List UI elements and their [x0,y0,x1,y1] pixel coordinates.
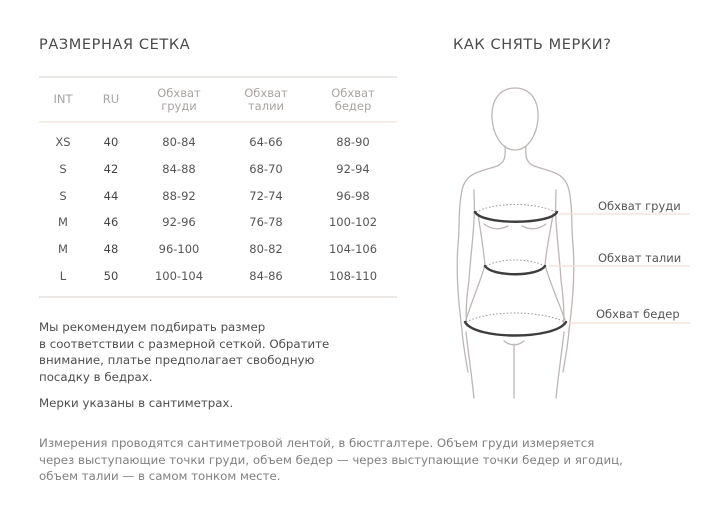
hips-back-dotted [466,313,565,322]
footnote-line: Измерения проводятся сантиметровой лентой, в бюстгалтере. Объем груди измеряется [39,436,595,450]
recommendation-line: посадку в бедрах. [39,369,153,384]
right-leg [556,332,564,398]
cell-waist: 76-78 [249,215,283,230]
measuring-footnote [39,435,699,485]
right-shoulder-arm-outline [526,146,574,372]
waist-label: Обхват талии [598,251,682,265]
cell-chest: 80-84 [162,135,196,150]
body-measurement-figure [440,75,712,405]
chest-tape [475,212,557,222]
table-row [39,236,397,263]
cell-int: XS [55,135,71,150]
left-torso [466,214,485,320]
table-row [39,156,397,183]
cell-int: S [59,188,67,203]
crotch-line [504,341,524,398]
cell-hips: 92-94 [336,162,370,177]
waist-back-dotted [486,260,545,266]
cell-waist: 84-86 [249,268,283,283]
header-int [39,78,87,121]
right-torso [545,214,565,320]
footnote-line: объем талии — в самом тонком месте. [39,469,281,483]
table-bottom-divider [39,296,397,298]
size-chart-title: РАЗМЕРНАЯ СЕТКА [39,37,191,53]
cell-hips: 100-102 [328,215,378,230]
cell-ru: 42 [103,162,119,177]
table-row [39,262,397,289]
header-waist-line1: Обхват [244,85,288,100]
header-hips [309,78,397,121]
cell-chest: 92-96 [162,215,196,230]
cell-ru: 40 [103,135,119,150]
cell-hips: 104-106 [328,242,378,257]
recommendation-line: в соответствии с размерной сеткой. Обратите [39,336,330,351]
header-chest-line1: Обхват [157,85,201,100]
cell-chest: 100-104 [154,268,204,283]
header-hips-line2: бедер [334,98,372,113]
table-header-row [39,78,397,121]
size-table [39,78,397,289]
header-waist-line2: талии [247,98,285,113]
cell-ru: 50 [103,268,119,283]
table-row [39,129,397,156]
hips-tape [465,322,566,336]
footnote-line: через выступающие точки груди, объем бедер — через выступающие точки бедер и ягодиц, [39,452,623,467]
cell-chest: 96-100 [158,242,200,257]
cell-chest: 84-88 [162,162,196,177]
hips-label: Обхват бедер [596,307,680,321]
cell-int: L [59,268,67,283]
cell-ru: 44 [103,188,119,203]
header-hips-line1: Обхват [331,85,375,100]
head-outline [492,88,538,150]
table-row [39,209,397,236]
cell-waist: 72-74 [249,188,283,203]
header-waist [223,78,309,121]
cell-int: S [59,162,67,177]
cell-hips: 96-98 [336,188,370,203]
spacer [39,121,397,129]
cell-chest: 88-92 [162,188,196,203]
chest-back-dotted [476,205,556,213]
header-chest-line2: груди [161,98,197,113]
header-int-label: INT [53,92,73,106]
recommendation-line: внимание, платье предполагает свободную [39,353,315,367]
how-to-measure-title: КАК СНЯТЬ МЕРКИ? [453,37,612,53]
cell-ru: 46 [103,215,119,230]
cell-ru: 48 [103,242,119,257]
left-shoulder-arm-outline [457,146,505,372]
header-ru-label: RU [102,92,120,106]
cell-hips: 88-90 [336,135,370,150]
cell-waist: 68-70 [249,162,283,177]
table-row [39,182,397,209]
header-ru [87,78,135,121]
cell-waist: 64-66 [249,135,283,150]
cell-waist: 80-82 [249,242,283,257]
chest-label: Обхват груди [598,199,681,213]
header-chest [135,78,223,121]
recommendation-line: Мы рекомендуем подбирать размер [39,320,266,334]
bust-curves [484,224,546,229]
units-note: Мерки указаны в сантиметрах. [39,396,234,410]
fit-recommendation [39,319,379,385]
cell-int: M [58,215,68,230]
cell-int: M [58,242,68,257]
waist-tape [485,266,545,274]
cell-hips: 108-110 [328,268,378,283]
